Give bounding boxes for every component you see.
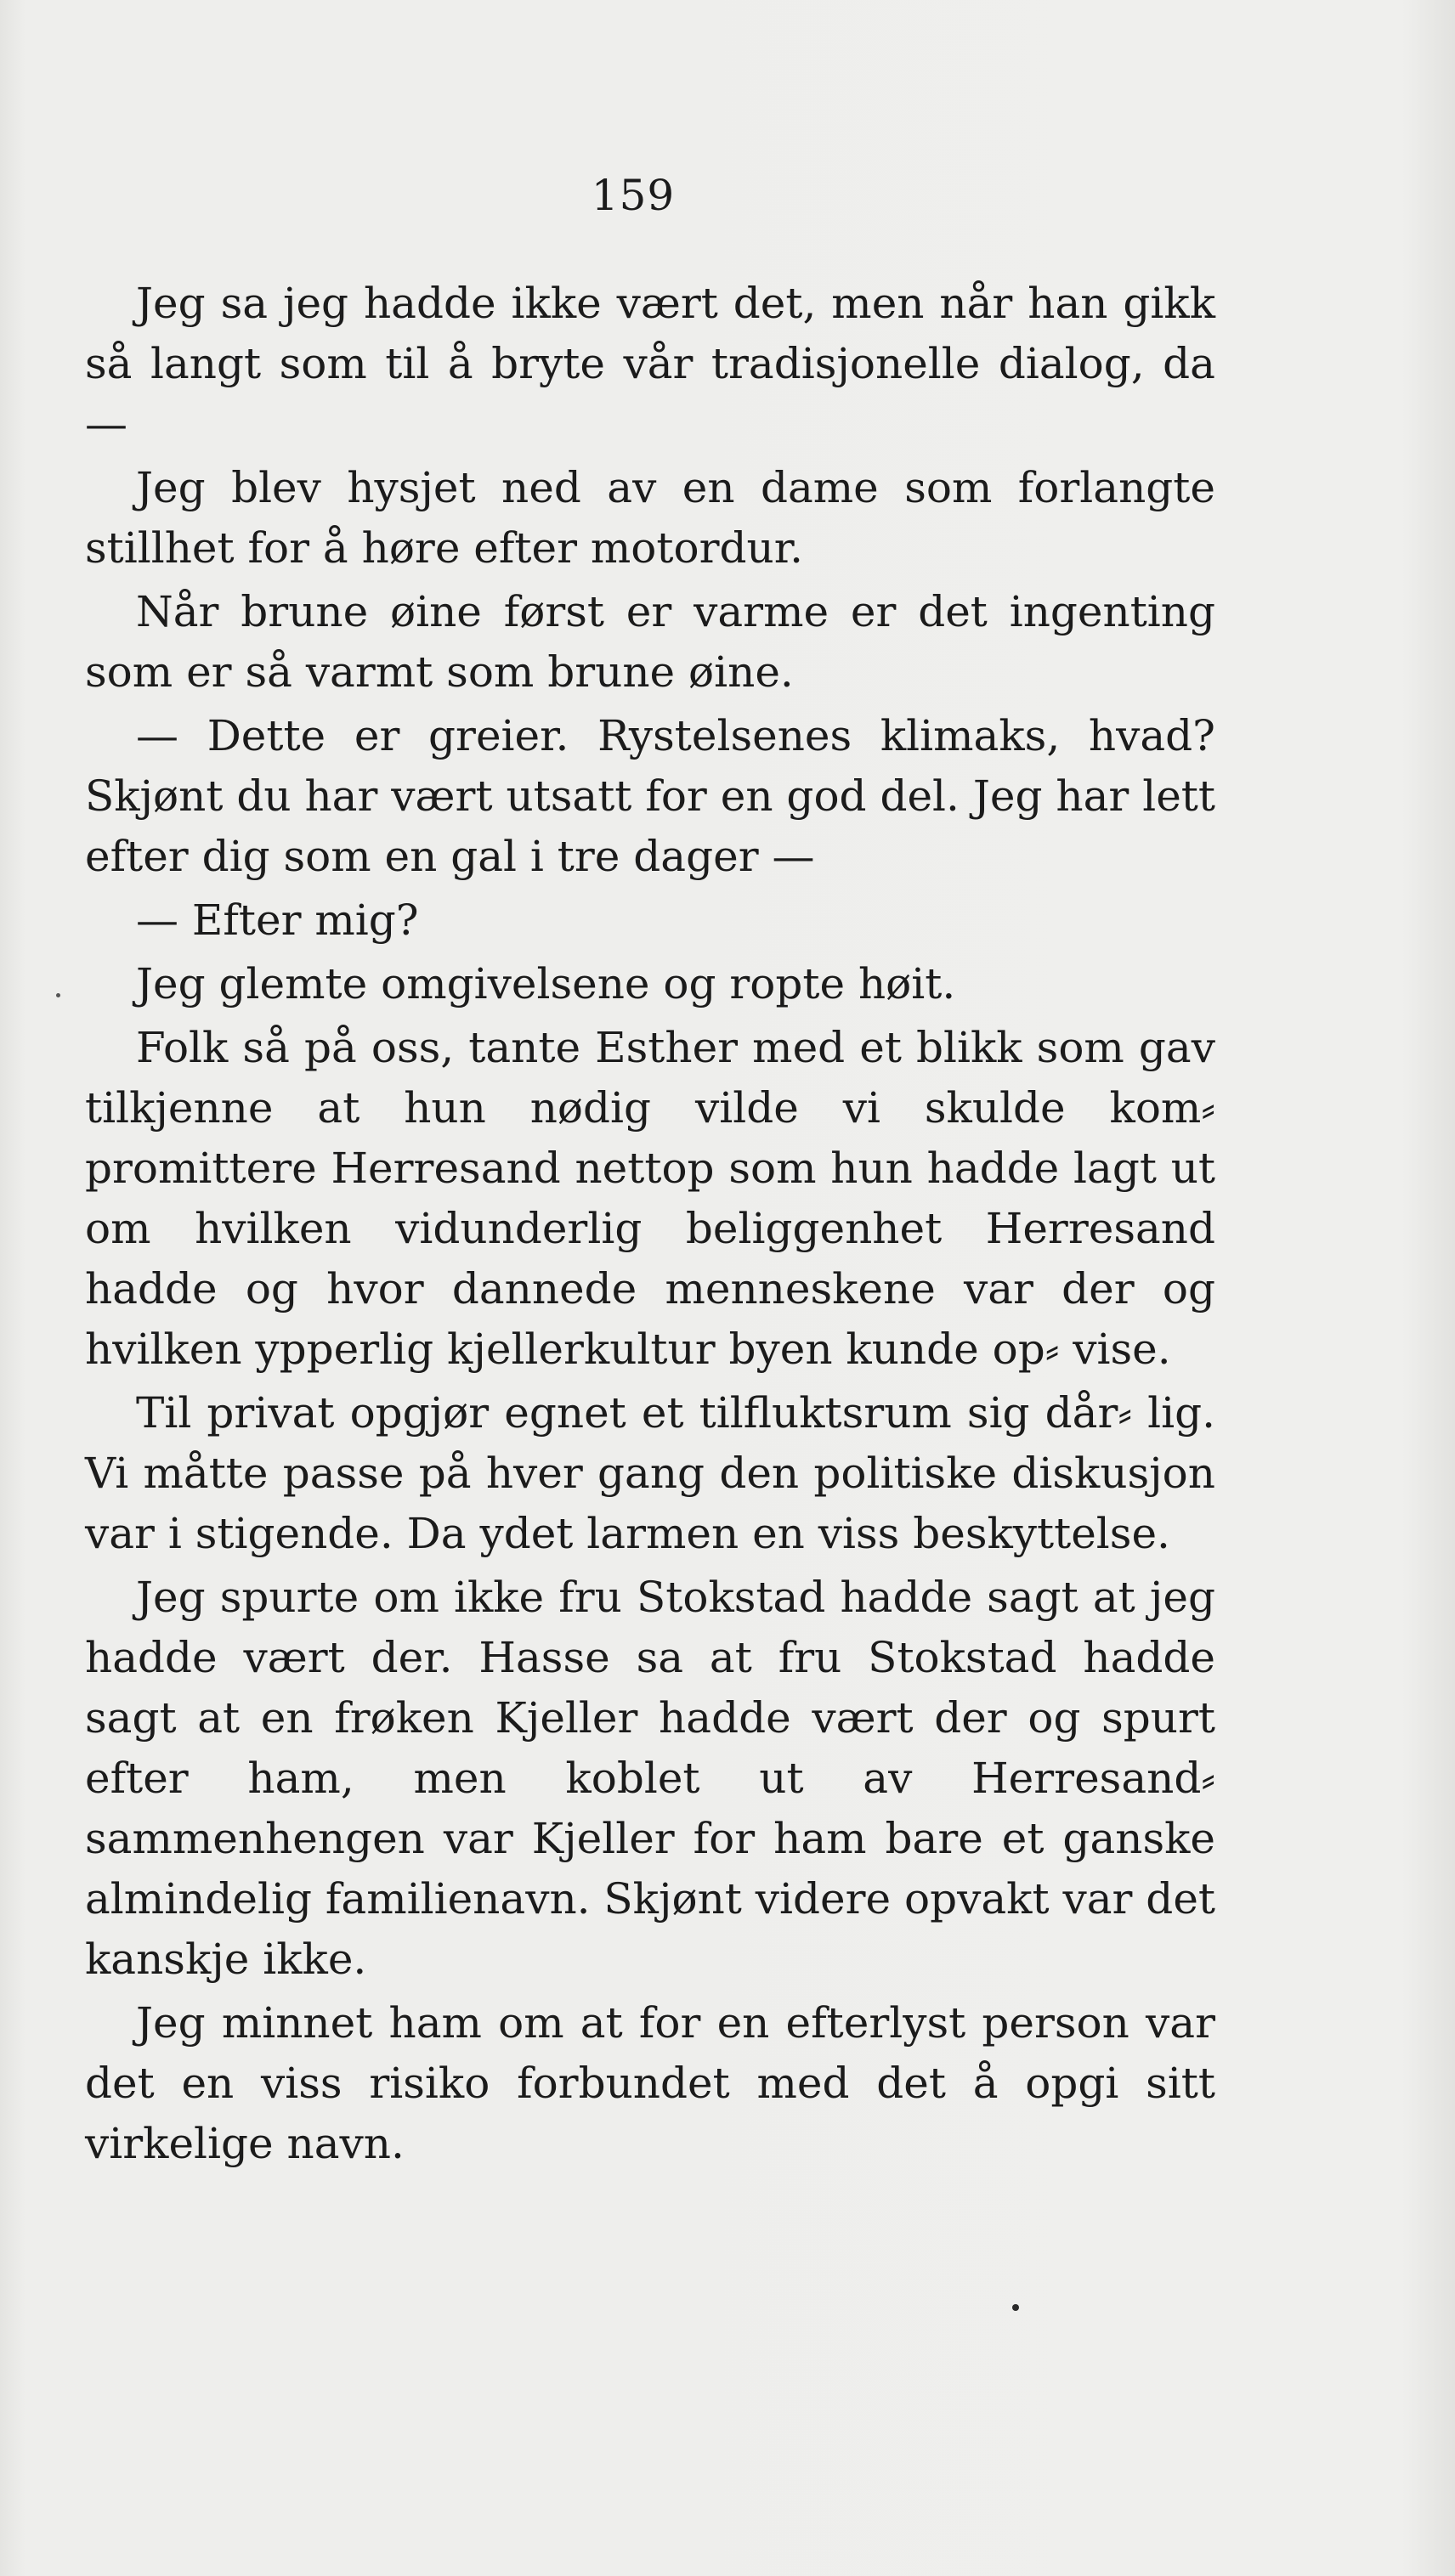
paragraph: Til privat opgjør egnet et tilfluktsrum sig dår⸗ lig. Vi måtte passe på hver gang den politiske diskusjon var i stigende. Da ydet larmen en viss beskyttelse.	[85, 1388, 1215, 1558]
ink-speck	[1012, 2304, 1019, 2311]
paragraph: Jeg sa jeg hadde ikke vært det, men når han gikk så langt som til å bryte vår tradisjonelle dialog, da —	[85, 279, 1215, 449]
paragraph: Jeg minnet ham om at for en efterlyst person var det en viss risiko forbundet med det å opgi sitt virkelige navn.	[85, 1998, 1215, 2168]
body-text	[85, 274, 1215, 2178]
ink-speck	[56, 993, 60, 997]
paragraph: Jeg glemte omgivelsene og ropte høit.	[136, 959, 956, 1008]
paragraph: Jeg spurte om ikke fru Stokstad hadde sagt at jeg hadde vært der. Hasse sa at fru Stokstad hadde sagt at en frøken Kjeller hadde vært der og spurt efter ham, men koblet ut av Herresand⸗ sammenhengen var Kjeller for ham bare et ganske almindelig familienavn. Skjønt videre opvakt var det kanskje ikke.	[85, 1573, 1215, 1984]
page-number: 159	[591, 171, 676, 220]
paragraph: Folk så på oss, tante Esther med et blikk som gav tilkjenne at hun nødig vilde vi skulde kom⸗ promittere Herresand nettop som hun hadde lagt ut om hvilken vidunderlig beliggenhet Herresand hadde og hvor dannede menneskene var der og hvilken ypperlig kjellerkultur byen kunde op⸗ vise.	[85, 1023, 1215, 1374]
paragraph: Når brune øine først er varme er det ingenting som er så varmt som brune øine.	[85, 587, 1215, 697]
paragraph: — Efter mig?	[136, 895, 419, 945]
paragraph: Jeg blev hysjet ned av en dame som forlangte stillhet for å høre efter motordur.	[85, 463, 1215, 573]
paragraph: — Dette er greier. Rystelsenes klimaks, hvad? Skjønt du har vært utsatt for en god del. Jeg har lett efter dig som en gal i tre dager —	[85, 711, 1215, 881]
